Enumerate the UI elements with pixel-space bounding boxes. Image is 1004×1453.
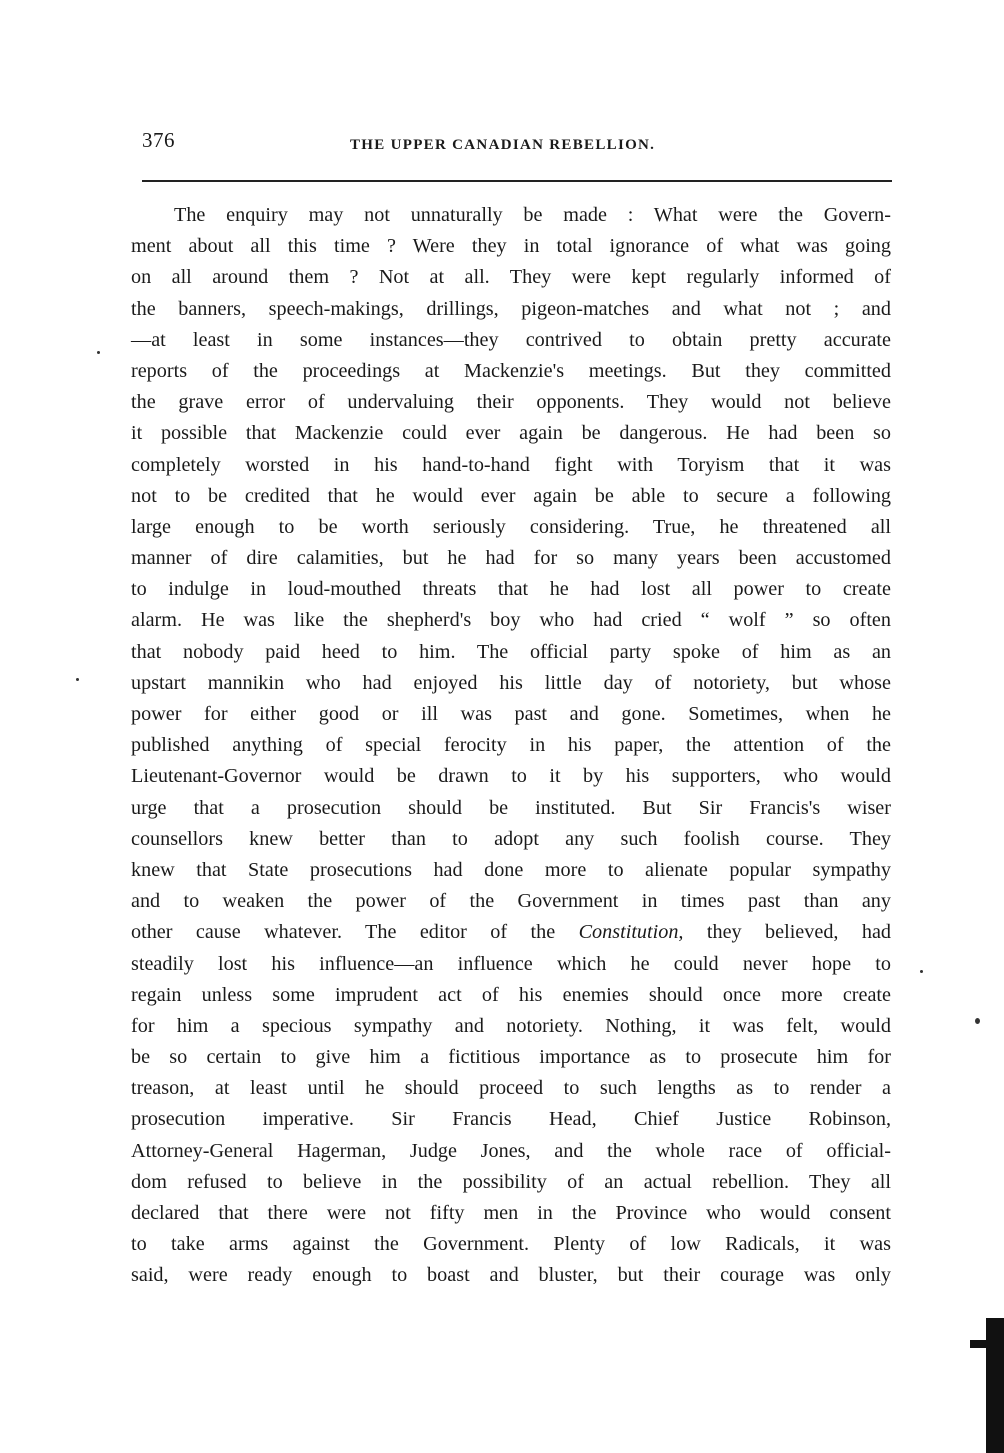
text-line: completely worsted in his hand-to-hand fight with Toryism that it was [131, 453, 891, 476]
text-line: knew that State prosecutions had done more to alienate popular sympathy [131, 858, 891, 881]
text-line: The enquiry may not unnaturally be made : What were the Govern- [174, 204, 891, 226]
text-line-with-italic [131, 917, 891, 948]
scan-speck [920, 970, 923, 973]
text-line: dom refused to believe in the possibility of an actual rebellion. They all [131, 1170, 891, 1193]
header-rule [142, 180, 892, 182]
text-segment: other cause whatever. The editor of the [131, 921, 556, 944]
text-line: regain unless some imprudent act of his enemies should once more create [131, 983, 891, 1006]
text-line: said, were ready enough to boast and bluster, but their courage was only [131, 1264, 891, 1287]
scan-speck [76, 678, 79, 681]
text-line: declared that there were not fifty men in the Province who would consent [131, 1202, 891, 1224]
page-header [142, 128, 892, 162]
text-line: Attorney-General Hagerman, Judge Jones, and the whole race of official- [131, 1139, 891, 1162]
text-line: ment about all this time ? Were they in total ignorance of what was going [131, 235, 891, 258]
text-line: on all around them ? Not at all. They were kept regularly informed of [131, 266, 891, 289]
text-line: treason, at least until he should proceed to such lengths as to render a [131, 1077, 891, 1100]
text-line: to indulge in loud-mouthed threats that he had lost all power to create [131, 578, 891, 601]
text-line: be so certain to give him a fictitious importance as to prosecute him for [131, 1046, 891, 1069]
text-line: Lieutenant-Governor would be drawn to it by his supporters, who would [131, 765, 891, 788]
text-line: upstart mannikin who had enjoyed his little day of notoriety, but whose [131, 671, 891, 694]
text-line: large enough to be worth seriously considering. True, he threatened all [131, 515, 891, 538]
newspaper-title-italic: Constitution, [578, 921, 684, 944]
text-line: not to be credited that he would ever again be able to secure a following [131, 484, 891, 507]
running-title: THE UPPER CANADIAN REBELLION. [350, 137, 656, 153]
text-line: the banners, speech-makings, drillings, pigeon-matches and what not ; and [131, 297, 891, 320]
text-line: power for either good or ill was past and gone. Sometimes, when he [131, 703, 891, 725]
text-line: that nobody paid heed to him. The official party spoke of him as an [131, 640, 891, 663]
text-line: reports of the proceedings at Mackenzie's meetings. But they committed [131, 359, 891, 382]
scan-speck [97, 351, 100, 354]
text-line: prosecution imperative. Sir Francis Head, Chief Justice Robinson, [131, 1108, 891, 1131]
scan-edge-mark [986, 1318, 1004, 1453]
text-line: manner of dire calamities, but he had for so many years been accustomed [131, 547, 891, 570]
text-line: counsellors knew better than to adopt any such foolish course. They [131, 827, 891, 850]
text-line: the grave error of undervaluing their opponents. They would not believe [131, 391, 891, 414]
text-line: —at least in some instances—they contrived to obtain pretty accurate [131, 328, 891, 351]
text-line: to take arms against the Government. Plenty of low Radicals, it was [131, 1233, 891, 1256]
scan-speck [975, 1018, 980, 1024]
text-line: it possible that Mackenzie could ever again be dangerous. He had been so [131, 422, 891, 445]
text-line: published anything of special ferocity in his paper, the attention of the [131, 734, 891, 757]
text-line: alarm. He was like the shepherd's boy who had cried “ wolf ” so often [131, 609, 891, 632]
page-number: 376 [142, 128, 175, 152]
text-segment: they believed, had [683, 921, 892, 944]
text-line: for him a specious sympathy and notoriety. Nothing, it was felt, would [131, 1014, 891, 1037]
body-text [131, 200, 891, 1292]
text-line: and to weaken the power of the Government in times past than any [131, 890, 891, 913]
text-line: steadily lost his influence—an influence which he could never hope to [131, 952, 891, 975]
text-line: urge that a prosecution should be instituted. But Sir Francis's wiser [131, 796, 891, 819]
